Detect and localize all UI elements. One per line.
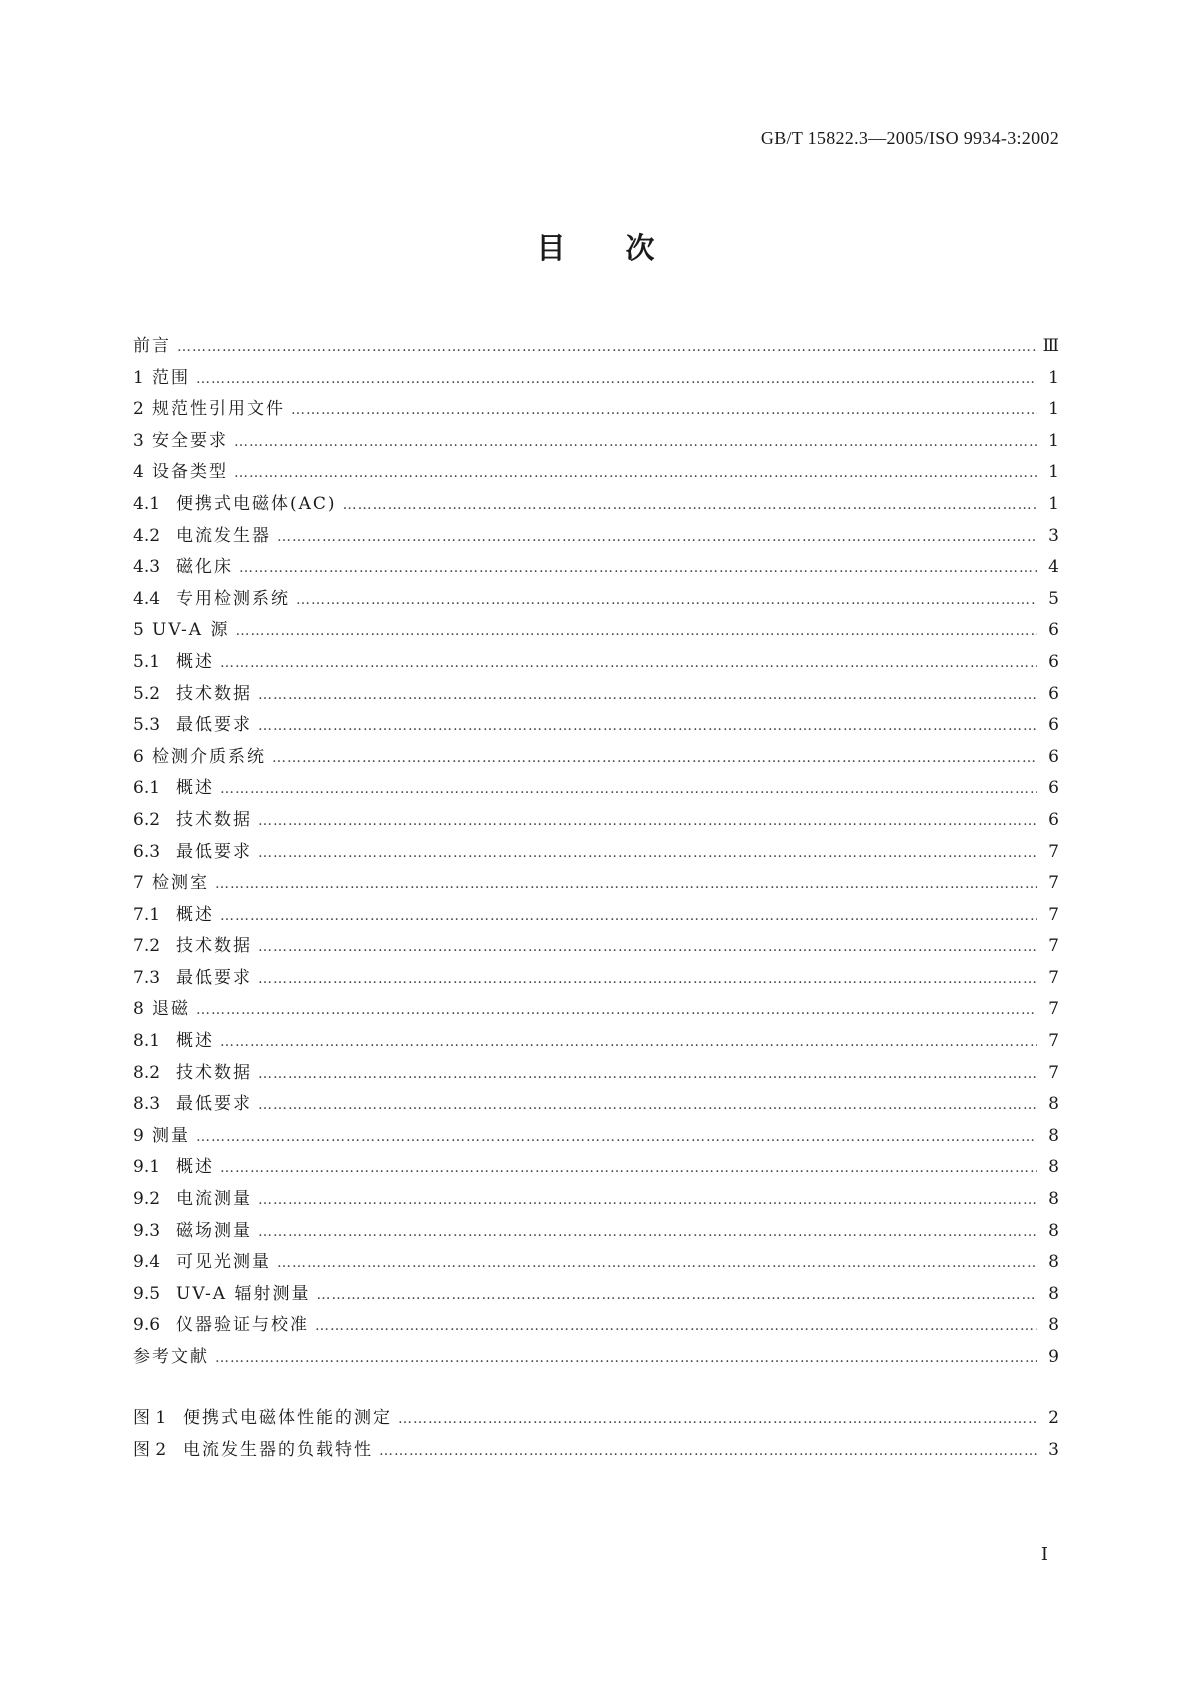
toc-leader-dots — [196, 1129, 1037, 1145]
toc-entry-label: 电流测量 — [176, 1189, 252, 1210]
toc-entry-label: 范围 — [152, 367, 190, 388]
toc-leader-dots — [296, 592, 1037, 608]
toc-entry-page: 9 — [1048, 1347, 1059, 1367]
toc-leader-dots — [258, 845, 1037, 861]
toc-entry-number: 9.5 — [133, 1283, 161, 1304]
toc-entry-number: 3 — [133, 430, 144, 451]
toc-entry-label: 规范性引用文件 — [152, 399, 285, 420]
toc-entry-page: 6 — [1048, 651, 1059, 672]
toc-entry[interactable] — [133, 742, 1059, 774]
toc-entry[interactable] — [133, 552, 1059, 584]
toc-entry-page: 8 — [1048, 1252, 1059, 1273]
toc-entry-label: 最低要求 — [176, 967, 252, 988]
toc-entry[interactable] — [133, 647, 1059, 679]
toc-leader-dots — [215, 876, 1037, 892]
toc-entry-page: 7 — [1048, 1031, 1059, 1052]
toc-entry-number: 5.1 — [133, 651, 161, 672]
toc-entry-number: 6.3 — [133, 841, 161, 862]
toc-leader-dots — [234, 434, 1037, 450]
toc-entry-label: 最低要求 — [176, 1094, 252, 1115]
toc-entry-label: 磁化床 — [176, 557, 233, 578]
toc-entry-number: 9.6 — [133, 1315, 161, 1336]
toc-leader-dots — [258, 687, 1037, 703]
toc-leader-dots — [258, 718, 1037, 734]
toc-entry-page: 8 — [1048, 1157, 1059, 1178]
toc-entry-number: 8 — [133, 999, 144, 1020]
toc-entry[interactable] — [133, 363, 1059, 395]
toc-leader-dots — [220, 1160, 1037, 1176]
toc-leader-dots — [220, 908, 1037, 924]
toc-entry-page: 8 — [1048, 1094, 1059, 1115]
toc-entry-page: 1 — [1048, 399, 1059, 420]
toc-entry-number: 5 — [133, 620, 144, 641]
toc-entry[interactable] — [133, 1184, 1059, 1216]
toc-entry-label: 安全要求 — [152, 430, 228, 451]
toc-entry-page: 1 — [1048, 367, 1059, 388]
toc-entry-number: 5.3 — [133, 715, 161, 736]
toc-entry-number: 4.3 — [133, 557, 161, 578]
figure-entry-label: 便携式电磁体性能的测定 — [183, 1408, 392, 1428]
figure-entry-number: 图 2 — [133, 1439, 167, 1460]
toc-entry-page: 7 — [1048, 1062, 1059, 1083]
toc-entry-page: 6 — [1048, 683, 1059, 704]
toc-entry[interactable] — [133, 868, 1059, 900]
toc-entry-page: 3 — [1048, 525, 1059, 546]
toc-entry[interactable] — [133, 1342, 1059, 1374]
toc-entry-label: 最低要求 — [176, 841, 252, 862]
toc-entry[interactable] — [133, 331, 1059, 363]
toc-entry[interactable] — [133, 1026, 1059, 1058]
toc-leader-dots — [220, 781, 1037, 797]
toc-leader-dots — [196, 1002, 1037, 1018]
toc-entry-label: UV-A 源 — [152, 620, 230, 641]
figure-entry-page: 3 — [1048, 1439, 1059, 1460]
toc-leader-dots — [315, 1318, 1037, 1334]
toc-entry-page: 8 — [1048, 1189, 1059, 1210]
toc-entry-page: 8 — [1048, 1125, 1059, 1146]
toc-entry-number: 9.4 — [133, 1252, 161, 1273]
toc-entry[interactable] — [133, 1216, 1059, 1248]
toc-leader-dots — [291, 402, 1037, 418]
figure-entry[interactable] — [133, 1435, 1059, 1467]
toc-entry-label: 前言 — [133, 336, 171, 356]
toc-entry-label: 技术数据 — [176, 683, 252, 704]
toc-entry-page: 7 — [1048, 904, 1059, 925]
toc-entry-label: 可见光测量 — [176, 1252, 271, 1273]
page-title: 目次 — [536, 231, 715, 265]
toc-entry-label: 检测室 — [152, 873, 209, 894]
toc-entry-label: 概述 — [176, 904, 214, 925]
toc-entry-label: 磁场测量 — [176, 1220, 252, 1241]
toc-entry-label: 技术数据 — [176, 1062, 252, 1083]
toc-entry-page: Ⅲ — [1042, 336, 1059, 356]
toc-entry-page: 4 — [1048, 557, 1059, 578]
toc-entry-label: 技术数据 — [176, 809, 252, 830]
toc-entry-number: 7.3 — [133, 967, 161, 988]
toc-entry[interactable] — [133, 773, 1059, 805]
toc-leader-dots — [277, 1255, 1037, 1271]
toc-entry-label: 电流发生器 — [176, 525, 271, 546]
toc-entry[interactable] — [133, 1247, 1059, 1279]
toc-entry-page: 1 — [1048, 493, 1059, 514]
toc-entry[interactable] — [133, 963, 1059, 995]
toc-entry-number: 5.2 — [133, 683, 161, 704]
toc-entry-page: 7 — [1048, 873, 1059, 894]
toc-entry[interactable] — [133, 1279, 1059, 1311]
toc-leader-dots — [220, 1034, 1037, 1050]
toc-entry-page: 8 — [1048, 1220, 1059, 1241]
toc-entry-page: 7 — [1048, 999, 1059, 1020]
toc-entry-page: 6 — [1048, 778, 1059, 799]
toc-leader-dots — [379, 1443, 1037, 1459]
toc-entry[interactable] — [133, 457, 1059, 489]
toc-entry-label: 概述 — [176, 1157, 214, 1178]
toc-leader-dots — [258, 939, 1037, 955]
figure-entry[interactable] — [133, 1403, 1059, 1435]
figure-entry-page: 2 — [1048, 1408, 1059, 1428]
figure-entry-label: 电流发生器的负载特性 — [183, 1439, 373, 1460]
figure-entry-number: 图 1 — [133, 1408, 167, 1428]
toc-entry-label: 技术数据 — [176, 936, 252, 957]
toc-entry-number: 9 — [133, 1125, 144, 1146]
toc-entry-label: 仪器验证与校准 — [176, 1315, 309, 1336]
toc-entry-number: 6 — [133, 746, 144, 767]
toc-entry-number: 4 — [133, 462, 144, 483]
toc-entry[interactable] — [133, 994, 1059, 1026]
table-of-contents — [133, 331, 1059, 1374]
toc-entry-number: 8.3 — [133, 1094, 161, 1115]
toc-entry-page: 6 — [1048, 746, 1059, 767]
toc-leader-dots — [316, 1287, 1037, 1303]
toc-entry-page: 7 — [1048, 967, 1059, 988]
toc-entry-number: 6.1 — [133, 778, 161, 799]
toc-entry-label: 概述 — [176, 778, 214, 799]
toc-entry-number: 9.1 — [133, 1157, 161, 1178]
toc-leader-dots — [258, 813, 1037, 829]
toc-entry-number: 7.2 — [133, 936, 161, 957]
toc-leader-dots — [258, 971, 1037, 987]
toc-entry-label: 检测介质系统 — [152, 746, 266, 767]
page-number: I — [1040, 1544, 1048, 1565]
toc-entry[interactable] — [133, 931, 1059, 963]
figure-list — [133, 1403, 1059, 1466]
toc-entry-page: 8 — [1048, 1315, 1059, 1336]
toc-entry[interactable] — [133, 426, 1059, 458]
toc-entry-number: 4.2 — [133, 525, 161, 546]
toc-leader-dots — [343, 497, 1037, 513]
toc-leader-dots — [258, 1066, 1037, 1082]
toc-entry-number: 2 — [133, 399, 144, 420]
toc-entry-page: 1 — [1048, 462, 1059, 483]
toc-leader-dots — [258, 1097, 1037, 1113]
toc-entry-number: 1 — [133, 367, 144, 388]
toc-leader-dots — [215, 1350, 1037, 1366]
toc-leader-dots — [196, 371, 1037, 387]
toc-entry-label: 参考文献 — [133, 1347, 209, 1367]
toc-leader-dots — [220, 655, 1037, 671]
toc-entry[interactable] — [133, 900, 1059, 932]
toc-entry-number: 9.2 — [133, 1189, 161, 1210]
toc-leader-dots — [272, 750, 1037, 766]
toc-entry-label: 便携式电磁体(AC) — [176, 493, 337, 514]
toc-leader-dots — [258, 1192, 1037, 1208]
toc-entry[interactable] — [133, 489, 1059, 521]
toc-entry[interactable] — [133, 521, 1059, 553]
toc-entry-number: 9.3 — [133, 1220, 161, 1241]
toc-entry-page: 7 — [1048, 936, 1059, 957]
toc-leader-dots — [239, 560, 1037, 576]
toc-entry-page: 1 — [1048, 430, 1059, 451]
toc-entry-page: 6 — [1048, 809, 1059, 830]
toc-entry-number: 4.1 — [133, 493, 161, 514]
toc-entry[interactable] — [133, 679, 1059, 711]
toc-leader-dots — [177, 339, 1037, 355]
toc-entry-number: 8.1 — [133, 1031, 161, 1052]
toc-entry-number: 4.4 — [133, 588, 161, 609]
toc-entry[interactable] — [133, 394, 1059, 426]
toc-entry-number: 8.2 — [133, 1062, 161, 1083]
toc-entry[interactable] — [133, 584, 1059, 616]
toc-entry-label: 概述 — [176, 1031, 214, 1052]
document-code: GB/T 15822.3—2005/ISO 9934-3:2002 — [760, 128, 1059, 148]
toc-entry-page: 5 — [1048, 588, 1059, 609]
toc-leader-dots — [258, 1224, 1037, 1240]
toc-entry-number: 7.1 — [133, 904, 161, 925]
toc-entry[interactable] — [133, 805, 1059, 837]
toc-entry[interactable] — [133, 1089, 1059, 1121]
toc-entry[interactable] — [133, 615, 1059, 647]
toc-leader-dots — [398, 1411, 1037, 1427]
toc-entry-number: 7 — [133, 873, 144, 894]
toc-entry[interactable] — [133, 1121, 1059, 1153]
toc-leader-dots — [235, 623, 1037, 639]
toc-entry[interactable] — [133, 1058, 1059, 1090]
toc-entry-label: 测量 — [152, 1125, 190, 1146]
toc-entry-label: 专用检测系统 — [176, 588, 290, 609]
toc-entry-page: 6 — [1048, 715, 1059, 736]
toc-entry-label: 退磁 — [152, 999, 190, 1020]
toc-entry[interactable] — [133, 1152, 1059, 1184]
toc-entry-page: 8 — [1048, 1283, 1059, 1304]
toc-leader-dots — [277, 529, 1037, 545]
toc-entry-number: 6.2 — [133, 809, 161, 830]
toc-entry-page: 6 — [1048, 620, 1059, 641]
toc-entry-label: UV-A 辐射测量 — [176, 1283, 311, 1304]
toc-entry-label: 最低要求 — [176, 715, 252, 736]
toc-entry-label: 概述 — [176, 651, 214, 672]
toc-entry-label: 设备类型 — [152, 462, 228, 483]
toc-entry-page: 7 — [1048, 841, 1059, 862]
toc-leader-dots — [234, 465, 1037, 481]
toc-entry[interactable] — [133, 1310, 1059, 1342]
toc-entry[interactable] — [133, 837, 1059, 869]
toc-entry[interactable] — [133, 710, 1059, 742]
